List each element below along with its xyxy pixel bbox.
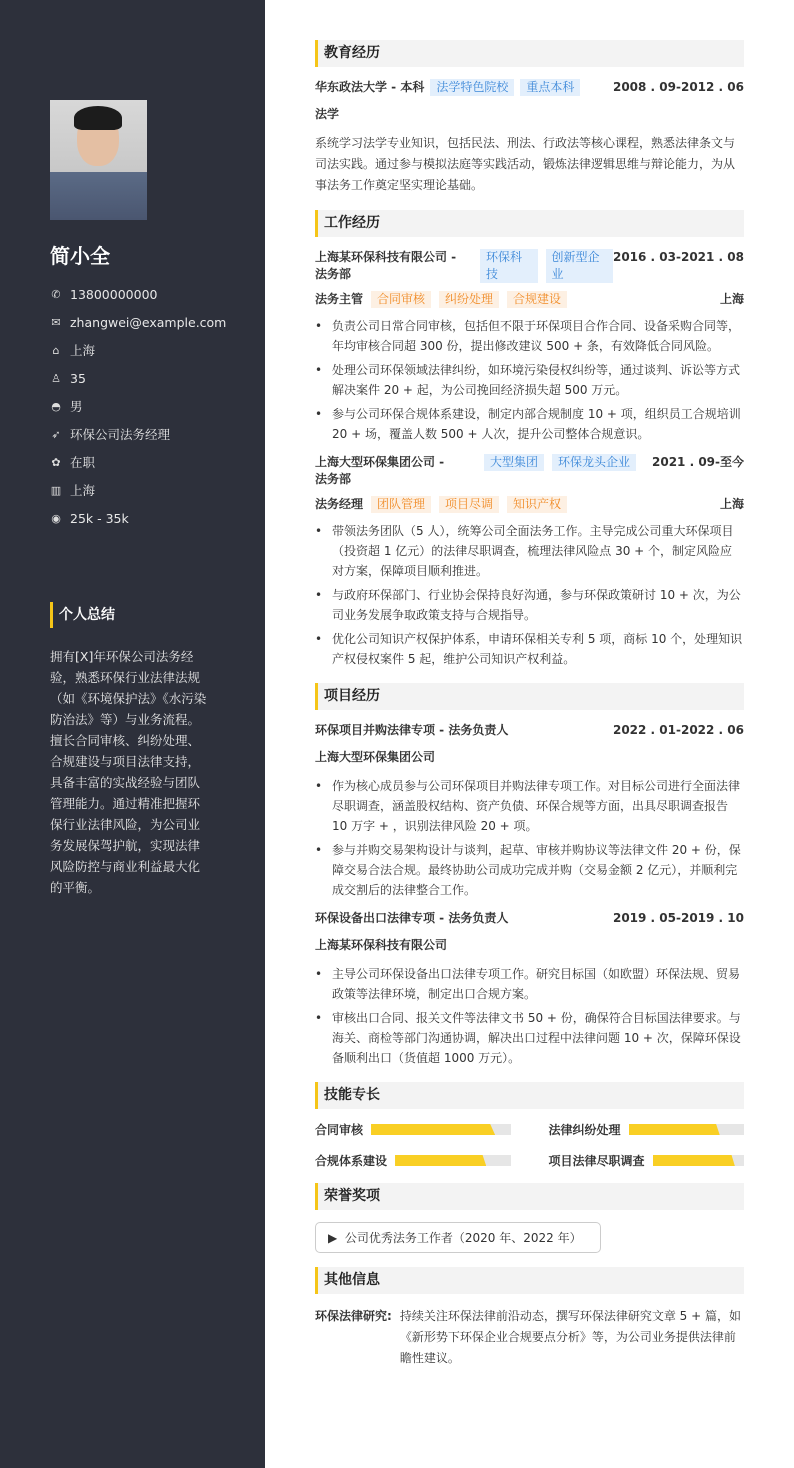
- status: 在职: [70, 455, 96, 470]
- work-section: [315, 210, 744, 669]
- skill-bar-fill: [653, 1155, 735, 1166]
- skill-bar: [371, 1124, 510, 1135]
- triangle-right-icon: ▶: [328, 1231, 338, 1245]
- email: zhangwei@example.com: [70, 314, 227, 330]
- skill-tag: 团队管理: [371, 496, 431, 513]
- date: 2021 . 09-至今: [652, 455, 744, 469]
- age-icon: ♙: [51, 371, 61, 385]
- skill-bar: [629, 1124, 744, 1135]
- gender-icon: ◓: [51, 399, 61, 413]
- project-company: 上海某环保科技有限公司: [315, 938, 448, 952]
- skill-name: 合同审核: [315, 1123, 364, 1137]
- work-entry: [315, 454, 744, 669]
- sidebar: [0, 0, 265, 1468]
- skill-name: 项目法律尽职调查: [548, 1154, 645, 1168]
- phone: 13800000000: [70, 286, 158, 302]
- position: 环保公司法务经理: [70, 427, 171, 442]
- gender: 男: [70, 399, 83, 414]
- date: 2019 . 05-2019 . 10: [612, 911, 744, 925]
- contact-info: [50, 280, 226, 532]
- bullet: • 主导公司环保设备出口法律专项工作。研究目标国（如欧盟）环保法规、贸易政策等法律环境，制定出口合规方案。: [315, 964, 744, 1004]
- project-name: 环保项目并购法律专项 - 法务负责人: [315, 723, 509, 737]
- project-entry: [315, 910, 744, 1068]
- summary-heading: 个人总结: [50, 602, 115, 628]
- major: 法学: [315, 107, 340, 121]
- project-entry: [315, 722, 744, 900]
- education-desc: 系统学习法学专业知识，包括民法、刑法、行政法等核心课程，熟悉法律条文与司法实践。通过参与模拟法庭等实践活动，锻炼法律逻辑思维与辩论能力，为从事法务工作奠定坚实理论基础。: [315, 136, 736, 192]
- bullet: • 负责公司日常合同审核，包括但不限于环保项目合作合同、设备采购合同等，年均审核合同超 300 份，提出修改建议 500 + 条，有效降低合同风险。: [315, 316, 744, 356]
- skill-item: [549, 1121, 745, 1138]
- project-name: 环保设备出口法律专项 - 法务负责人: [315, 911, 509, 925]
- bullet: • 带领法务团队（5 人），统筹公司全面法务工作。主导完成公司重大环保项目（投资超 1 亿元）的法律尽职调查，梳理法律风险点 30 + 个，制定风险应对方案，保障项目顺利推进。: [315, 521, 744, 581]
- send-icon: ➶: [51, 427, 61, 441]
- mail-icon: ✉: [51, 315, 61, 329]
- bullet: • 作为核心成员参与公司环保项目并购法律专项工作。对目标公司进行全面法律尽职调查，涵盖股权结构、资产负债、环保合规等方面，出具尽职调查报告 10 万字 + ，识别法律风险 20 + 项。: [315, 776, 744, 836]
- date: 2022 . 01-2022 . 06: [612, 723, 744, 737]
- skill-bar-fill: [395, 1155, 486, 1166]
- skill-tag: 知识产权: [507, 496, 567, 513]
- profile-name: 简小全: [50, 244, 110, 268]
- skill-tag: 纠纷处理: [439, 291, 499, 308]
- city: 上海: [719, 497, 744, 511]
- skills-section: [315, 1082, 744, 1169]
- tag: 大型集团: [484, 454, 544, 471]
- tag: 环保科技: [480, 249, 538, 283]
- tag: 重点本科: [520, 79, 580, 96]
- date: 2016 . 03-2021 . 08: [612, 250, 744, 264]
- summary-text: 拥有[X]年环保公司法务经验，熟悉环保行业法律法规（如《环境保护法》《水污染防治法》等）与业务流程。擅长合同审核、纠纷处理、合规建设与项目法律支持，具备丰富的实战经验与团队管理能力。通过精准把握环保行业法律风险，为公司业务发展保驾护航，实现法律风险防控与商业利益最大化的平衡。: [50, 649, 207, 895]
- awards-section: [315, 1183, 744, 1253]
- company: 上海大型环保集团公司 - 法务部: [315, 455, 445, 486]
- projects-section: [315, 683, 744, 1068]
- phone-icon: ✆: [51, 287, 61, 301]
- skill-name: 法律纠纷处理: [548, 1123, 621, 1137]
- skill-name: 合规体系建设: [315, 1154, 388, 1168]
- project-company: 上海大型环保集团公司: [315, 750, 436, 764]
- status-icon: ✿: [51, 455, 61, 469]
- skills-heading: 技能专长: [315, 1082, 744, 1109]
- bullet: • 审核出口合同、报关文件等法律文书 50 + 份，确保符合目标国法律要求。与海关、商检等部门沟通协调，解决出口过程中法律问题 10 + 次，保障环保设备顺利出口（货值超 1000 万元）。: [315, 1008, 744, 1068]
- skill-item: [315, 1152, 511, 1169]
- date: 2008 . 09-2012 . 06: [612, 80, 744, 94]
- role: 法务经理: [315, 497, 364, 511]
- skill-bar: [395, 1155, 510, 1166]
- bullet: • 与政府环保部门、行业协会保持良好沟通，参与环保政策研讨 10 + 次，为公司业务发展争取政策支持与合规指导。: [315, 585, 744, 625]
- award-text: 公司优秀法务工作者（2020 年、2022 年）: [344, 1231, 582, 1245]
- skill-tag: 合规建设: [507, 291, 567, 308]
- other-section: [315, 1267, 744, 1369]
- building-icon: ▥: [50, 483, 62, 497]
- skill-item: [549, 1152, 745, 1169]
- salary-icon: ◉: [51, 511, 61, 525]
- role: 法务主管: [315, 292, 364, 306]
- school: 华东政法大学 - 本科: [315, 80, 425, 94]
- city: 上海: [70, 483, 96, 498]
- salary: 25k - 35k: [70, 510, 129, 526]
- awards-heading: 荣誉奖项: [315, 1183, 744, 1210]
- other-heading: 其他信息: [315, 1267, 744, 1294]
- skill-bar-fill: [629, 1124, 720, 1135]
- company: 上海某环保科技有限公司 - 法务部: [315, 250, 457, 281]
- avatar: [50, 100, 147, 220]
- skill-tag: 项目尽调: [439, 496, 499, 513]
- bullet: • 参与并购交易架构设计与谈判，起草、审核并购协议等法律文件 20 + 份，保障交易合法合规。最终协助公司成功完成并购（交易金额 2 亿元），并顺利完成交割后的法律整合工作。: [315, 840, 744, 900]
- bullet: • 处理公司环保领域法律纠纷，如环境污染侵权纠纷等，通过谈判、诉讼等方式解决案件 20 + 起，为公司挽回经济损失超 500 万元。: [315, 360, 744, 400]
- skill-tag: 合同审核: [371, 291, 431, 308]
- skill-bar-fill: [371, 1124, 495, 1135]
- tag: 环保龙头企业: [552, 454, 636, 471]
- award-item[interactable]: [315, 1222, 601, 1253]
- work-heading: 工作经历: [315, 210, 744, 237]
- tag: 创新型企业: [546, 249, 613, 283]
- education-section: [315, 40, 744, 196]
- main-content: [315, 40, 744, 1383]
- projects-heading: 项目经历: [315, 683, 744, 710]
- other-text: 持续关注环保法律前沿动态，撰写环保法律研究文章 5 + 篇，如《新形势下环保企业合规要点分析》等，为公司业务提供法律前瞻性建议。: [399, 1309, 741, 1365]
- bullet: • 优化公司知识产权保护体系，申请环保相关专利 5 项，商标 10 个，处理知识产权侵权案件 5 起，维护公司知识产权利益。: [315, 629, 744, 669]
- other-label: 环保法律研究:: [315, 1309, 392, 1323]
- city: 上海: [719, 292, 744, 306]
- work-entry: [315, 249, 744, 444]
- education-heading: 教育经历: [315, 40, 744, 67]
- tag: 法学特色院校: [430, 79, 514, 96]
- bullet: • 参与公司环保合规体系建设，制定内部合规制度 10 + 项，组织员工合规培训 20 + 场，覆盖人数 500 + 人次，提升公司整体合规意识。: [315, 404, 744, 444]
- age: 35: [70, 370, 86, 386]
- skill-bar: [653, 1155, 744, 1166]
- home-icon: ⌂: [52, 343, 60, 357]
- skill-item: [315, 1121, 511, 1138]
- location: 上海: [70, 343, 96, 358]
